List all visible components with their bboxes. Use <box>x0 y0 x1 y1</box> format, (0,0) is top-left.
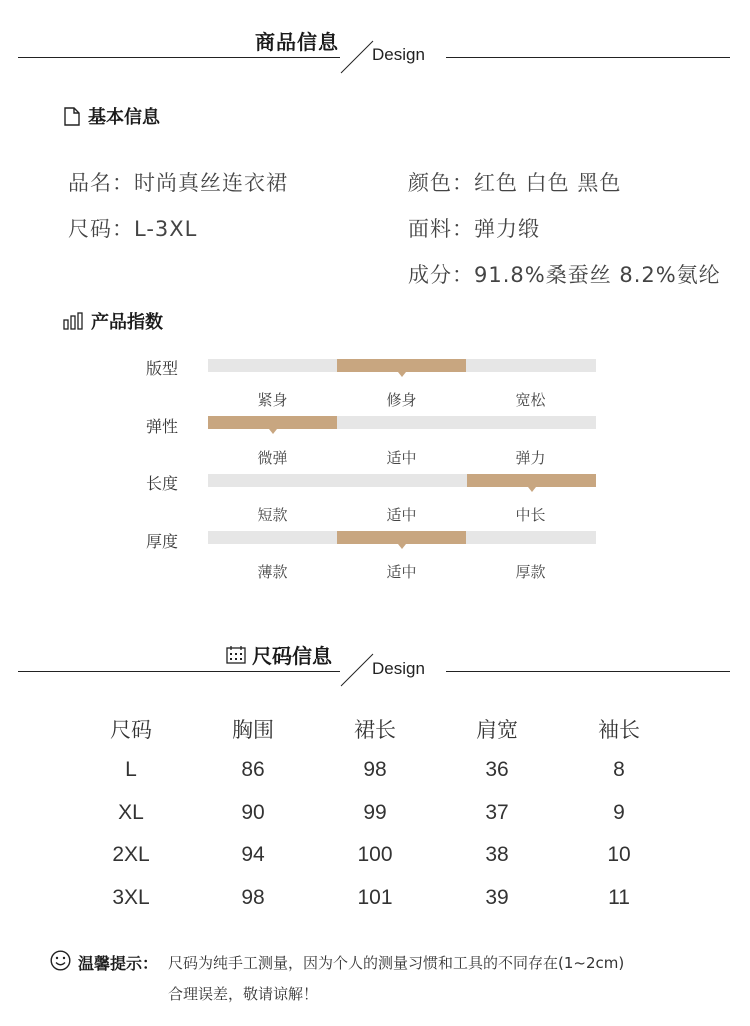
info-colors: 颜色：红色 白色 黑色 <box>408 171 622 195</box>
table-cell: 39 <box>485 886 509 909</box>
calendar-grid-icon <box>226 645 246 664</box>
index-bar-fill <box>467 474 596 487</box>
table-row <box>70 843 680 867</box>
table-cell: 10 <box>607 843 631 866</box>
table-cell: L <box>125 758 137 781</box>
basic-info-heading <box>64 103 160 129</box>
index-option: 中长 <box>515 506 546 524</box>
index-option: 适中 <box>386 449 417 467</box>
size-info-heading <box>226 640 332 669</box>
table-cell: 94 <box>241 843 265 866</box>
section-subtitle-design: Design <box>372 659 425 678</box>
table-header-cell: 裙长 <box>354 718 396 742</box>
table-cell: 37 <box>485 801 509 824</box>
index-label: 弹性 <box>146 417 179 436</box>
index-option: 厚款 <box>515 563 546 581</box>
table-header-cell: 肩宽 <box>476 718 518 742</box>
info-product-name: 品名：时尚真丝连衣裙 <box>68 171 288 195</box>
table-cell: 99 <box>363 801 387 824</box>
index-bar <box>208 359 596 372</box>
table-row <box>70 758 680 782</box>
table-cell: XL <box>118 801 144 824</box>
smiley-icon <box>50 950 71 971</box>
index-bar-fill <box>337 359 466 372</box>
section-title-size-info: 尺码信息 <box>252 644 332 668</box>
index-option: 紧身 <box>257 391 288 409</box>
table-cell: 101 <box>357 886 393 909</box>
table-cell: 38 <box>485 843 509 866</box>
index-bar-pointer <box>528 487 536 492</box>
tip-label: 温馨提示： <box>78 954 159 973</box>
index-option: 弹力 <box>515 449 546 467</box>
table-cell: 90 <box>241 801 265 824</box>
table-cell: 100 <box>357 843 393 866</box>
table-cell: 11 <box>608 886 630 909</box>
table-cell: 98 <box>363 758 387 781</box>
tip-text-line2: 合理误差，敬请谅解！ <box>168 985 319 1003</box>
index-label: 版型 <box>146 359 179 378</box>
index-option: 修身 <box>386 391 417 409</box>
table-cell: 9 <box>613 801 625 824</box>
index-bar-fill <box>337 531 466 544</box>
header-slash <box>340 40 374 74</box>
index-label: 厚度 <box>146 532 179 551</box>
index-option: 宽松 <box>515 391 546 409</box>
index-option: 适中 <box>386 506 417 524</box>
table-cell: 86 <box>241 758 265 781</box>
index-option: 适中 <box>386 563 417 581</box>
tip-text-line1: 尺码为纯手工测量，因为个人的测量习惯和工具的不同存在(1~2cm) <box>168 954 625 972</box>
index-option: 短款 <box>257 506 288 524</box>
table-header-cell: 胸围 <box>232 718 274 742</box>
header-line-right <box>446 671 730 672</box>
index-label: 长度 <box>146 474 179 493</box>
index-bar <box>208 416 596 429</box>
section-subtitle-design: Design <box>372 45 425 64</box>
table-cell: 8 <box>613 758 625 781</box>
table-cell: 36 <box>485 758 509 781</box>
table-header-row <box>70 714 680 744</box>
product-index-heading-text: 产品指数 <box>91 312 163 333</box>
bar-chart-icon <box>63 312 83 330</box>
index-bar-fill <box>208 416 337 429</box>
index-option: 微弹 <box>257 449 288 467</box>
info-composition: 成分：91.8%桑蚕丝 8.2%氨纶 <box>408 263 721 287</box>
table-row <box>70 801 680 825</box>
index-bar-pointer <box>269 429 277 434</box>
index-bar <box>208 531 596 544</box>
section-title-product-info: 商品信息 <box>255 30 339 54</box>
product-index-heading <box>63 308 163 334</box>
header-line-right <box>446 57 730 58</box>
table-row <box>70 886 680 910</box>
table-cell: 98 <box>241 886 265 909</box>
index-bar-pointer <box>398 372 406 377</box>
header-line-left <box>18 57 340 58</box>
table-header-cell: 袖长 <box>598 718 640 742</box>
index-option: 薄款 <box>257 563 288 581</box>
header-line-left <box>18 671 340 672</box>
table-cell: 2XL <box>112 843 150 866</box>
table-header-cell: 尺码 <box>110 718 152 742</box>
info-size-range: 尺码：L-3XL <box>68 217 198 241</box>
info-fabric: 面料：弹力缎 <box>408 217 540 241</box>
table-cell: 3XL <box>112 886 150 909</box>
index-bar <box>208 474 596 487</box>
basic-info-heading-text: 基本信息 <box>88 107 160 128</box>
index-bar-pointer <box>398 544 406 549</box>
document-icon <box>64 107 80 126</box>
header-slash <box>340 653 374 687</box>
